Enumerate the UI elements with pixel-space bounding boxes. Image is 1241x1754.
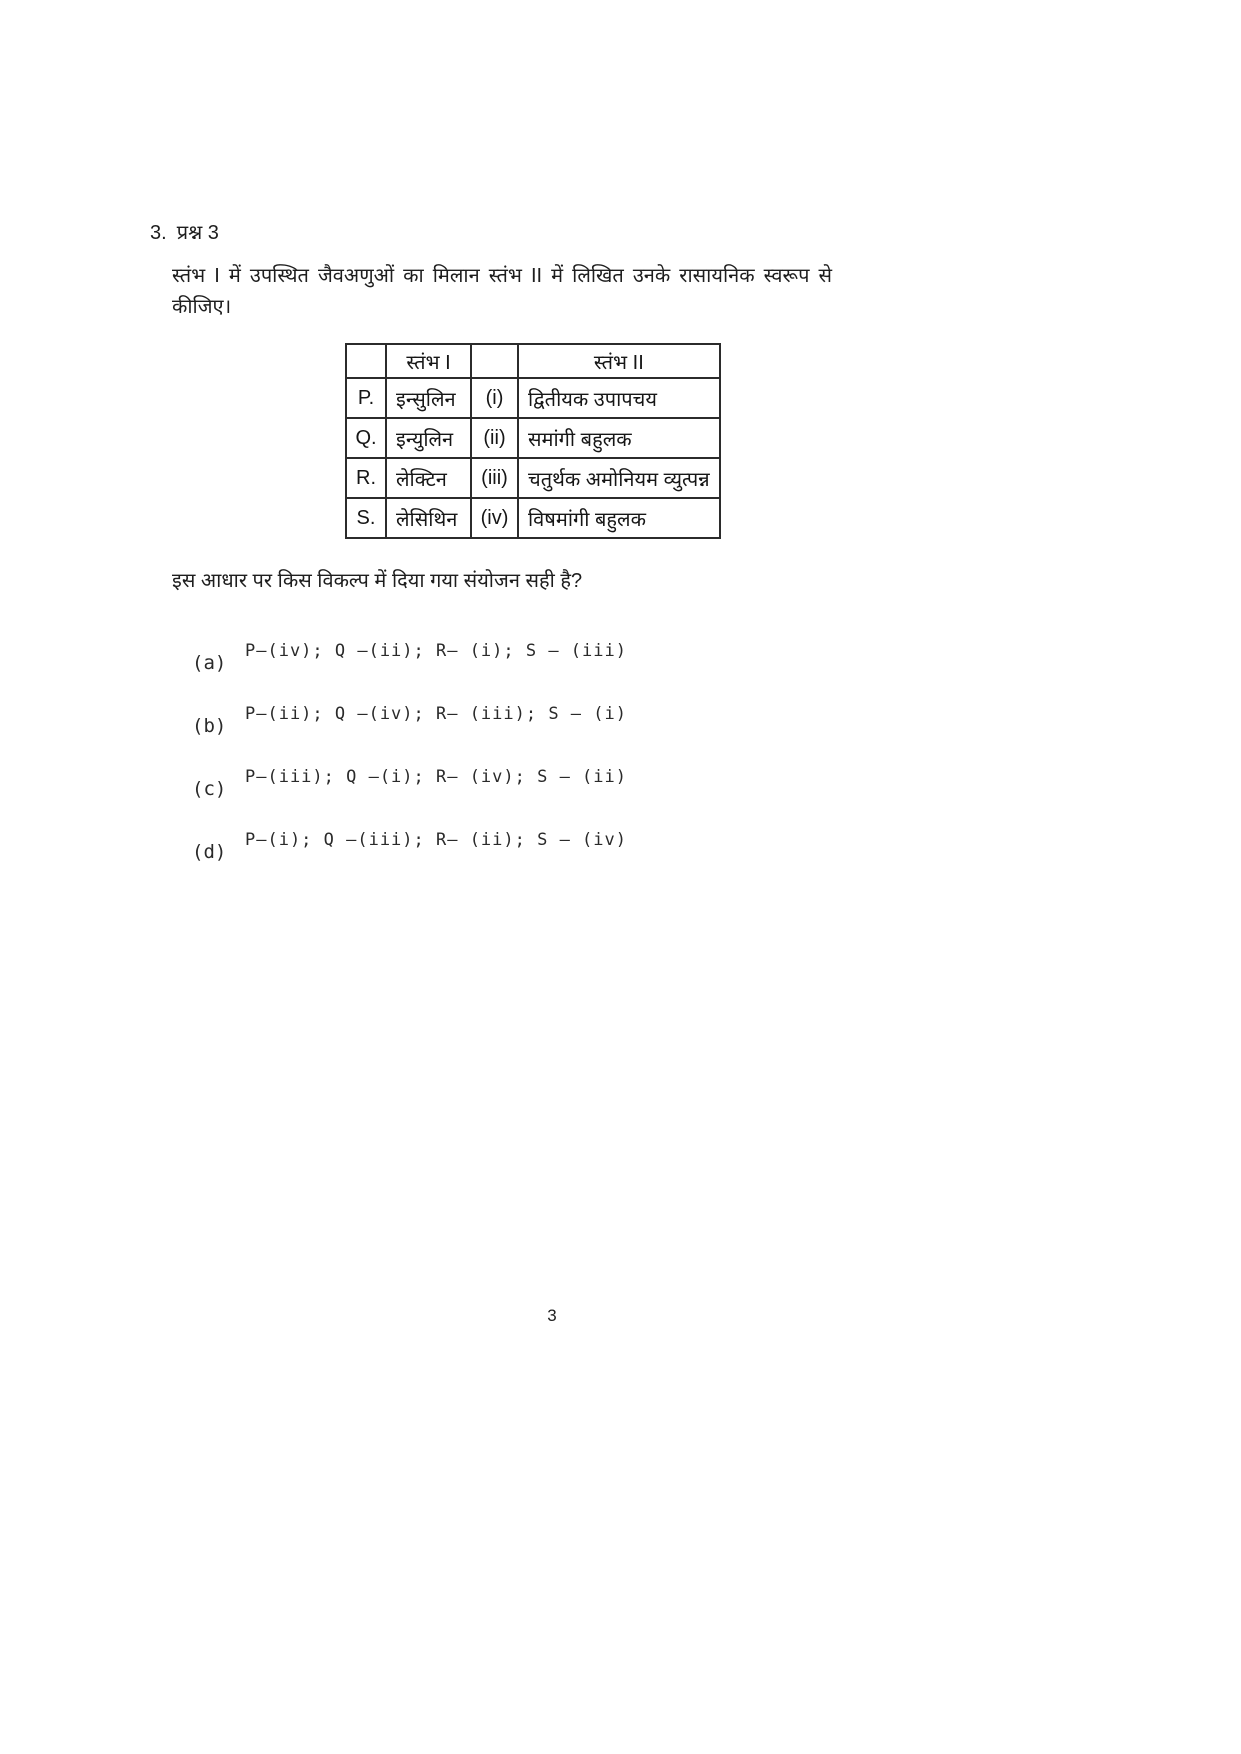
header-blank-mid	[471, 344, 518, 378]
option-d	[192, 830, 812, 874]
option-c-text: P–(iii); Q –(i); R– (iv); S – (ii)	[245, 767, 627, 787]
row-q-item: इन्युलिन	[386, 418, 471, 458]
row-s-label: S.	[346, 498, 386, 538]
row-q-match: समांगी बहुलक	[518, 418, 720, 458]
question-number: 3.	[150, 222, 167, 244]
table-header-row	[346, 344, 720, 378]
row-s-num: (iv)	[471, 498, 518, 538]
table-row	[346, 498, 720, 538]
row-p-item: इन्सुलिन	[386, 378, 471, 418]
table-row	[346, 418, 720, 458]
row-r-match: चतुर्थक अमोनियम व्युत्पन्न	[518, 458, 720, 498]
row-q-label: Q.	[346, 418, 386, 458]
option-c-label: (c)	[192, 778, 227, 800]
header-column-2: स्तंभ II	[518, 344, 720, 378]
question-intro	[172, 261, 832, 323]
row-r-item: लेक्टिन	[386, 458, 471, 498]
option-d-text: P–(i); Q –(iii); R– (ii); S – (iv)	[245, 830, 627, 850]
intro-line-1: स्तंभ I में उपस्थित जैवअणुओं का मिलान स्तंभ II में लिखित उनके रासायनिक स्वरूप से	[172, 265, 832, 287]
row-s-match: विषमांगी बहुलक	[518, 498, 720, 538]
option-b-text: P–(ii); Q –(iv); R– (iii); S – (i)	[245, 704, 627, 724]
option-b	[192, 704, 812, 748]
option-b-label: (b)	[192, 715, 227, 737]
header-column-1: स्तंभ I	[386, 344, 471, 378]
option-a-label: (a)	[192, 652, 227, 674]
intro-line-2: कीजिए।	[172, 296, 232, 318]
header-blank-left	[346, 344, 386, 378]
row-p-num: (i)	[471, 378, 518, 418]
option-a	[192, 641, 812, 685]
row-r-num: (iii)	[471, 458, 518, 498]
page-number: 3	[547, 1306, 557, 1325]
option-d-label: (d)	[192, 841, 227, 863]
row-s-item: लेसिथिन	[386, 498, 471, 538]
question-title: प्रश्न 3	[176, 222, 219, 244]
row-p-label: P.	[346, 378, 386, 418]
question-heading	[150, 221, 219, 245]
table-row	[346, 378, 720, 418]
question-prompt: इस आधार पर किस विकल्प में दिया गया संयोजन सही है?	[172, 570, 583, 592]
row-r-label: R.	[346, 458, 386, 498]
option-c	[192, 767, 812, 811]
row-q-num: (ii)	[471, 418, 518, 458]
row-p-match: द्वितीयक उपापचय	[518, 378, 720, 418]
option-a-text: P–(iv); Q –(ii); R– (i); S – (iii)	[245, 641, 627, 661]
table-row	[346, 458, 720, 498]
match-table	[345, 343, 721, 539]
